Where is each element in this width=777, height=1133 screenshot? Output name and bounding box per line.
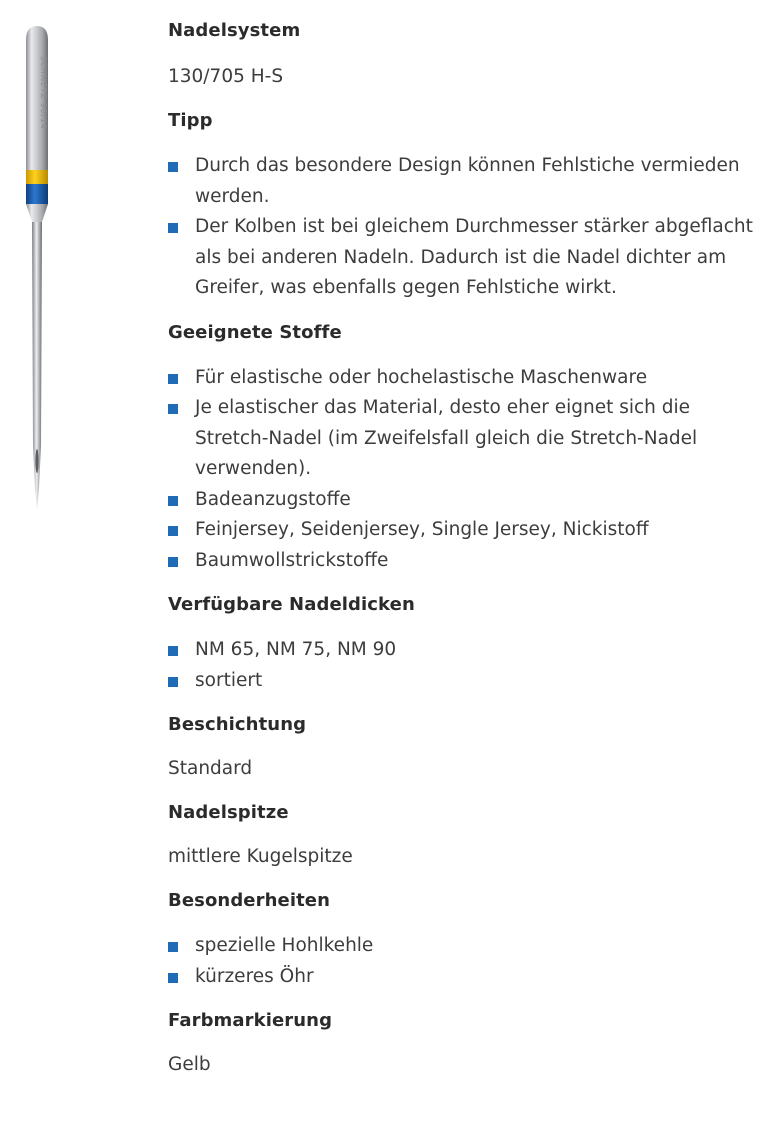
tipp-list (168, 151, 758, 304)
bullet-square-icon (168, 162, 178, 172)
bullet-square-icon (168, 223, 178, 233)
section-value-nadelspitze: mittlere Kugelspitze (168, 846, 353, 867)
section-title-nadelspitze: Nadelspitze (168, 802, 289, 823)
needle-engraving: SCHMETZ 90/14 (39, 56, 48, 130)
product-details (168, 0, 758, 1080)
bullet-square-icon (168, 677, 178, 687)
section-title-nadelsystem: Nadelsystem (168, 20, 301, 41)
needle-image (20, 26, 56, 510)
bullet-square-icon (168, 942, 178, 952)
list-item: Feinjersey, Seidenjersey, Single Jersey, Nickistoff (168, 515, 758, 546)
besonderheiten-list (168, 931, 758, 992)
section-title-beschichtung: Beschichtung (168, 714, 307, 735)
list-item: Für elastische oder hochelastische Maschenware (168, 363, 758, 394)
bullet-square-icon (168, 496, 178, 506)
section-value-farbmarkierung: Gelb (168, 1054, 211, 1075)
list-item: kürzeres Öhr (168, 962, 758, 993)
list-item: Je elastischer das Material, desto eher eignet sich die Stretch-Nadel (im Zweifelsfall gleich die Stretch-Nadel verwenden). (168, 393, 758, 485)
list-item: sortiert (168, 666, 758, 697)
list-item: Badeanzugstoffe (168, 485, 758, 516)
bullet-square-icon (168, 973, 178, 983)
bullet-square-icon (168, 557, 178, 567)
section-title-besonderheiten: Besonderheiten (168, 890, 331, 911)
list-item: Der Kolben ist bei gleichem Durchmesser stärker abgeflacht als bei anderen Nadeln. Dadurch ist die Nadel dichter am Greifer, was ebenfalls gegen Fehlstiche wirkt. (168, 212, 758, 304)
section-title-farbmarkierung: Farbmarkierung (168, 1010, 333, 1031)
section-title-nadeldicken: Verfügbare Nadeldicken (168, 594, 415, 615)
bullet-square-icon (168, 404, 178, 414)
stretch-needle-icon (20, 26, 56, 510)
list-item: Baumwollstrickstoffe (168, 546, 758, 577)
list-item: NM 65, NM 75, NM 90 (168, 635, 758, 666)
bullet-square-icon (168, 526, 178, 536)
section-title-tipp: Tipp (168, 110, 213, 131)
bullet-square-icon (168, 646, 178, 656)
section-value-beschichtung: Standard (168, 758, 253, 779)
list-item: spezielle Hohlkehle (168, 931, 758, 962)
section-title-geeignete-stoffe: Geeignete Stoffe (168, 321, 342, 343)
stoffe-list (168, 363, 758, 577)
section-value-nadelsystem: 130/705 H-S (168, 66, 284, 87)
nadeldicken-list (168, 635, 758, 696)
bullet-square-icon (168, 374, 178, 384)
list-item: Durch das besondere Design können Fehlstiche vermieden werden. (168, 151, 758, 212)
